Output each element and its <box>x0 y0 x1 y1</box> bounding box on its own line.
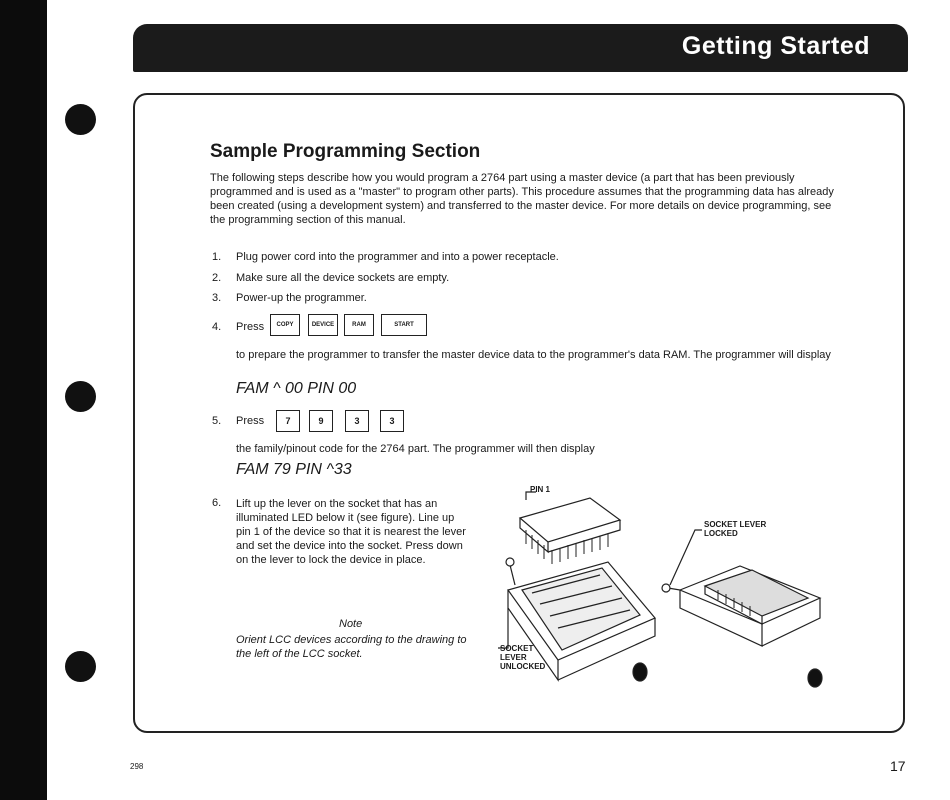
punch-hole <box>65 381 96 412</box>
punch-hole <box>65 104 96 135</box>
step-number: 2. <box>212 272 222 284</box>
key-device[interactable]: DEVICE <box>308 314 338 336</box>
binding-strip <box>0 0 47 800</box>
key-start[interactable]: START <box>381 314 427 336</box>
step-number: 5. <box>212 415 222 427</box>
step-text: Plug power cord into the programmer and into a power receptacle. <box>236 251 559 263</box>
step-text: the family/pinout code for the 2764 part. The programmer will then display <box>236 443 595 455</box>
header-bar <box>133 24 908 72</box>
key-9[interactable]: 9 <box>309 410 333 432</box>
step-number: 6. <box>212 497 222 509</box>
socket-lever-locked-label: SOCKET LEVER LOCKED <box>704 520 767 538</box>
footer-code: 298 <box>130 762 144 771</box>
programmer-display: FAM 79 PIN ^33 <box>236 461 352 478</box>
press-label: Press <box>236 321 265 333</box>
socket-lever-unlocked-label: SOCKET LEVER UNLOCKED <box>500 644 546 671</box>
note-heading: Note <box>339 618 363 630</box>
programmer-display: FAM ^ 00 PIN 00 <box>236 380 357 397</box>
step-number: 4. <box>212 321 222 333</box>
key-copy[interactable]: COPY <box>270 314 300 336</box>
press-label: Press <box>236 415 265 427</box>
punch-hole <box>65 651 96 682</box>
page-number: 17 <box>890 758 906 774</box>
key-7[interactable]: 7 <box>276 410 300 432</box>
step-text: Lift up the lever on the socket that has an illuminated LED below it (see figure). Line up pin 1 of the device so that it is nearest the lever and set the device into the socket. Press down on the lever to lock the device in place. <box>236 498 466 566</box>
note-text: Orient LCC devices according to the drawing to the left of the LCC socket. <box>236 634 467 660</box>
step-text: Power-up the programmer. <box>236 292 367 304</box>
step-number: 1. <box>212 251 222 263</box>
key-3[interactable]: 3 <box>345 410 369 432</box>
step-text: Make sure all the device sockets are empty. <box>236 272 450 284</box>
section-title: Sample Programming Section <box>210 141 481 162</box>
header-title: Getting Started <box>681 32 870 60</box>
key-ram[interactable]: RAM <box>344 314 374 336</box>
intro-paragraph: The following steps describe how you would program a 2764 part using a master device (a part that has been previously programmed and is used as a "master" to program other parts). This procedure assumes that the programming data has already been created (using a development system) and transferred to the master device. For more details on device programming, see the programming section of this manual. <box>210 172 834 226</box>
step-text: to prepare the programmer to transfer the master device data to the programmer's data RAM. The programmer will display <box>236 349 831 361</box>
key-3-second[interactable]: 3 <box>380 410 404 432</box>
pin-1-label: PIN 1 <box>530 485 551 494</box>
step-number: 3. <box>212 292 222 304</box>
